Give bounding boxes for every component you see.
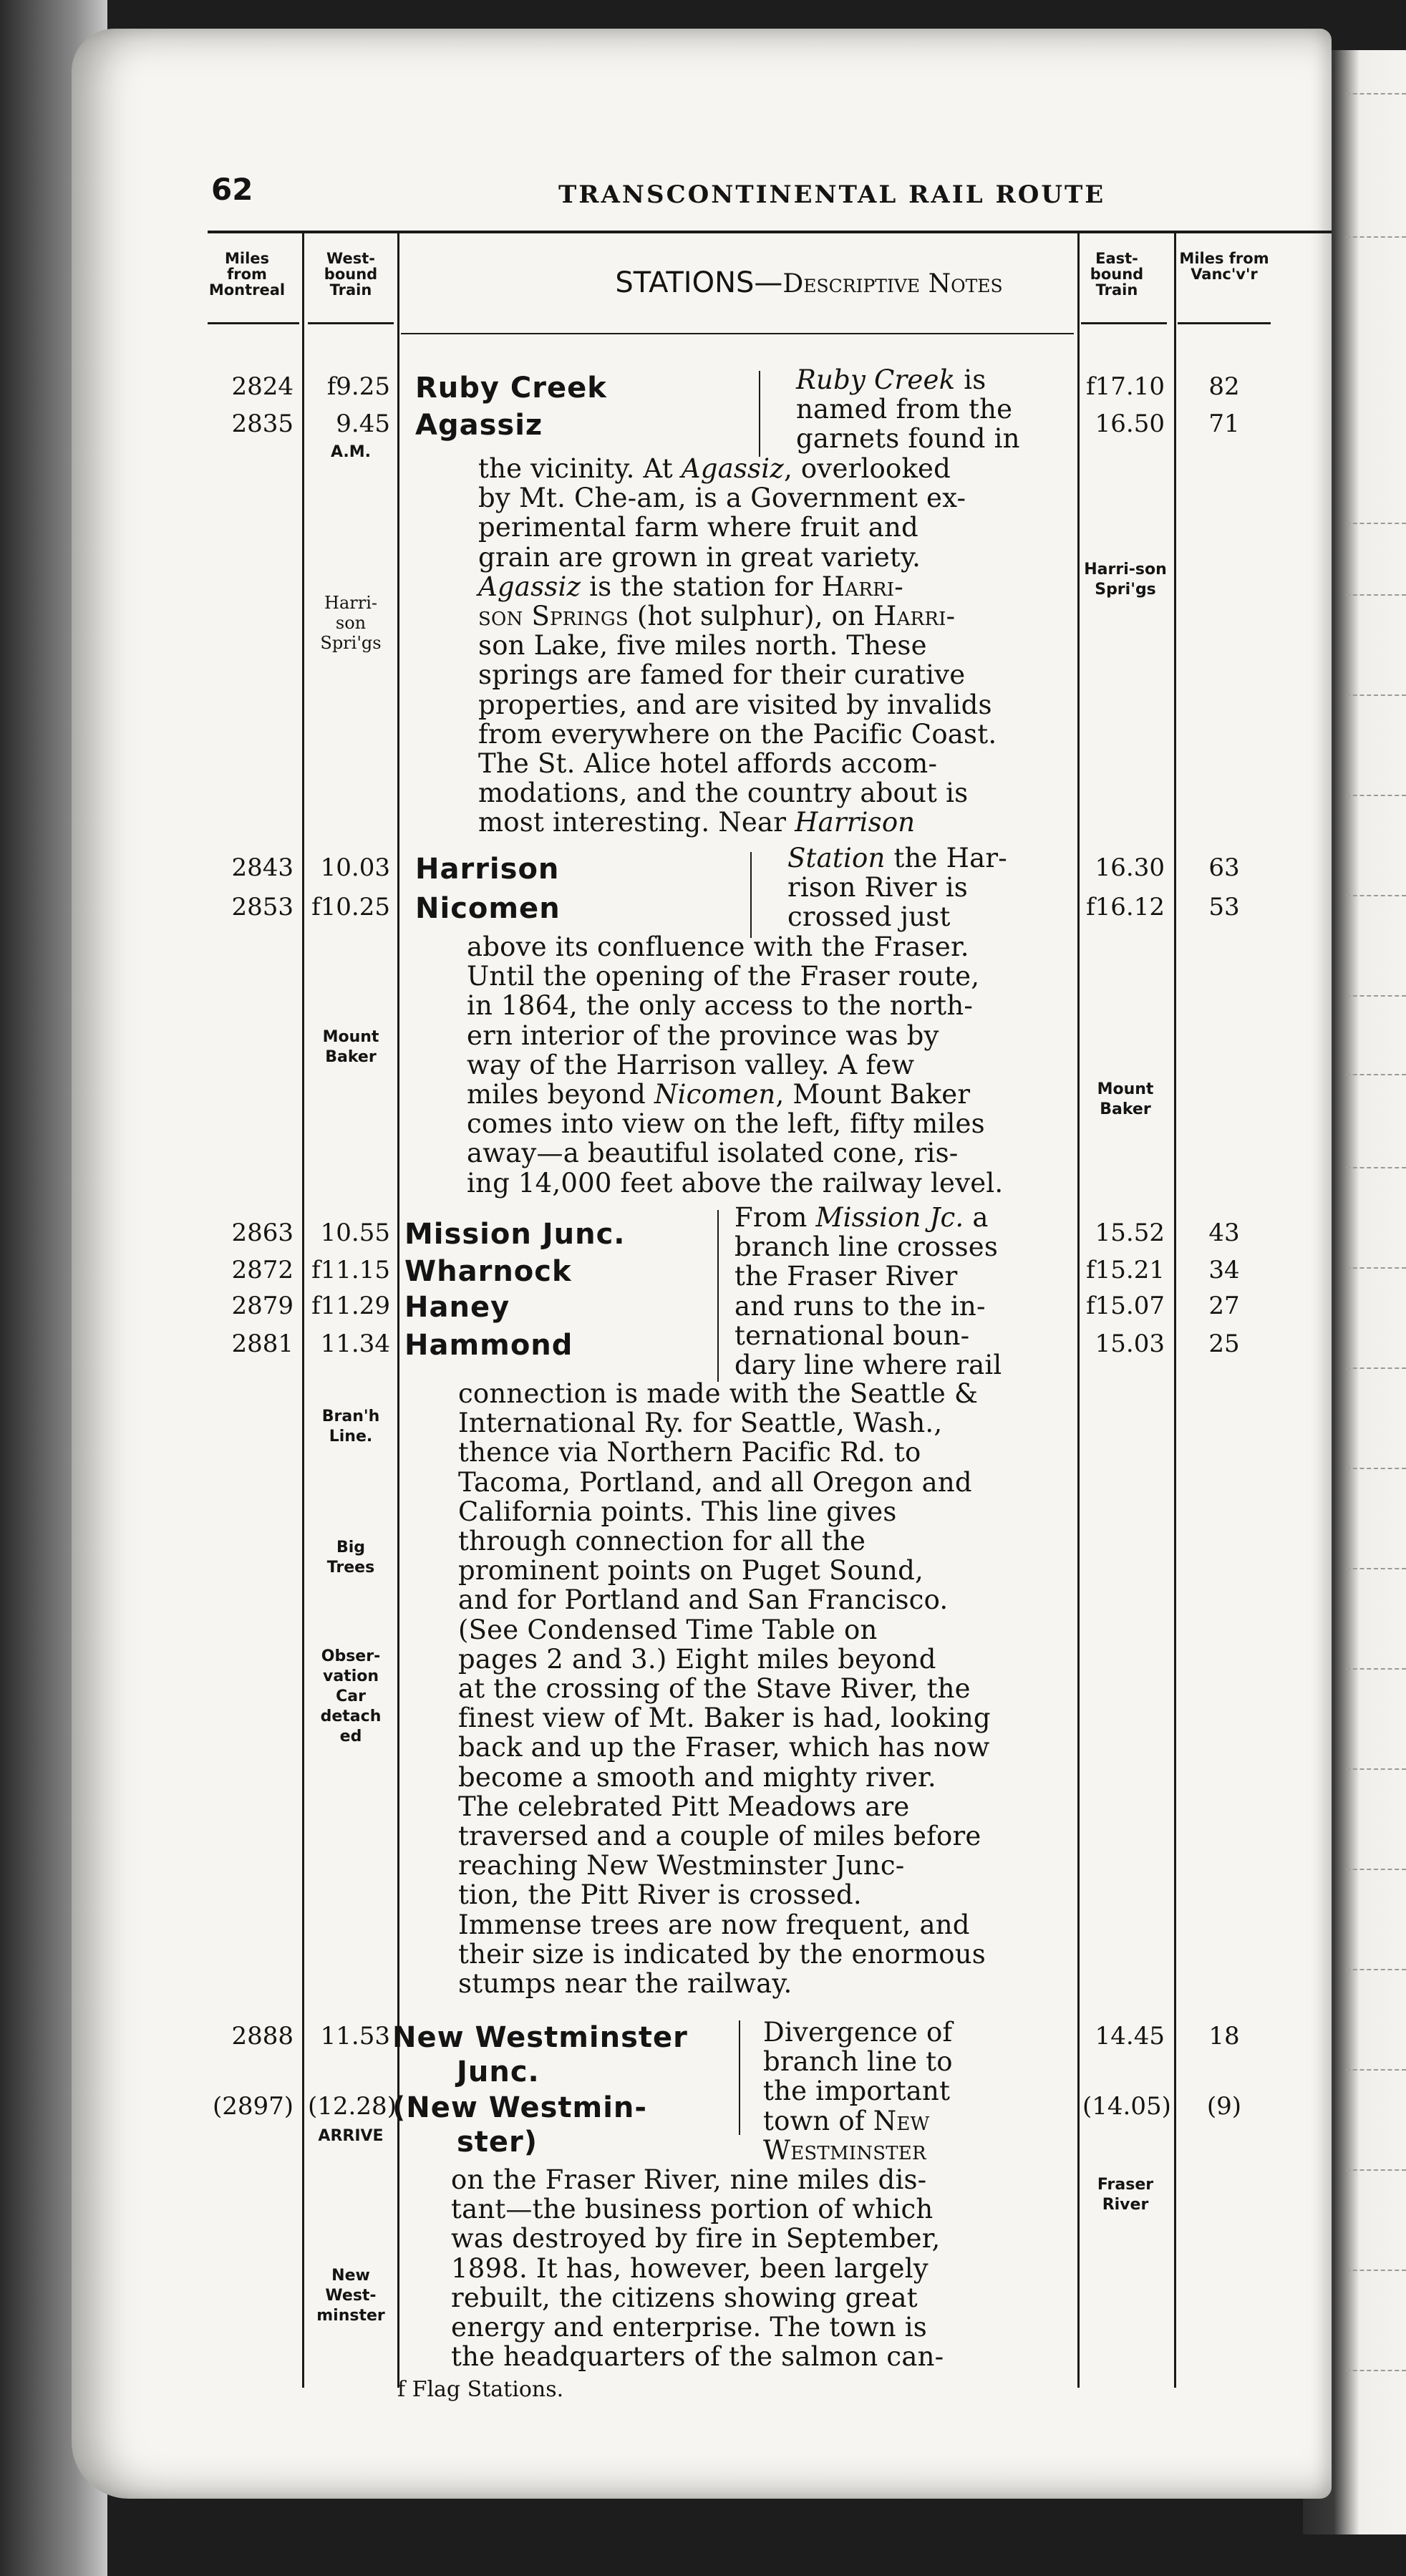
note-line: son Lake, five miles north. These: [478, 630, 927, 662]
miles-from-montreal: 2863: [231, 1219, 294, 1247]
facing-page-ghost-line: [1346, 795, 1406, 796]
westbound-time: 10.03: [320, 853, 390, 882]
eastbound-time: f16.12: [1086, 893, 1165, 921]
facing-page-ghost-line: [1346, 1074, 1406, 1075]
eastbound-time: 16.30: [1095, 853, 1165, 882]
miles-from-montreal: 2853: [231, 893, 294, 921]
note-mission-side: [734, 1203, 1065, 1380]
facing-page-ghost-line: [1346, 995, 1406, 997]
facing-page-ghost-line: [1346, 1768, 1406, 1770]
note-line: thence via Northern Pacific Rd. to: [458, 1437, 921, 1468]
westbound-time: f10.25: [311, 893, 390, 921]
eastbound-time: f17.10: [1086, 372, 1165, 401]
note-line: and runs to the in-: [734, 1290, 986, 1322]
miles-from-vancouver: 34: [1208, 1256, 1240, 1284]
miles-from-montreal: 2888: [231, 2022, 294, 2050]
footnote-flag-stations: f Flag Stations.: [397, 2377, 564, 2402]
col-divider-2: [397, 233, 399, 2388]
station-name: Haney: [404, 1291, 510, 1324]
note-line: crossed just: [787, 901, 951, 933]
stations-title: STATIONS—: [615, 266, 783, 299]
eastbound-time: 16.50: [1095, 410, 1165, 438]
miles-from-vancouver: 25: [1208, 1330, 1240, 1358]
westbound-time: f11.29: [311, 1292, 390, 1320]
facing-page-ghost-line: [1346, 2370, 1406, 2371]
note-line: branch line to: [763, 2046, 953, 2078]
header-rule-main: [401, 333, 1074, 334]
station-name-continued: Junc.: [457, 2056, 540, 2088]
facing-page-ghost-line: [1346, 1267, 1406, 1269]
facing-page-ghost-line: [1346, 1468, 1406, 1469]
note-agassiz: [478, 454, 1065, 838]
side-harrison-springs-w: Harri-son Spri'gs: [320, 593, 382, 653]
note-line: From Mission Jc. a: [734, 1202, 989, 1233]
running-head: TRANSCONTINENTAL RAIL ROUTE: [558, 180, 1106, 209]
station-name: Harrison: [415, 853, 560, 886]
note-line: garnets found in: [796, 423, 1020, 455]
side-new-westminster: New West-minster: [316, 2267, 385, 2325]
note-line: California points. This line gives: [458, 1496, 897, 1527]
note-line: Tacoma, Portland, and all Oregon and: [458, 1466, 972, 1498]
note-line: The celebrated Pitt Meadows are: [458, 1791, 910, 1822]
note-line: finest view of Mt. Baker is had, looking: [458, 1703, 991, 1734]
miles-from-vancouver: 43: [1208, 1219, 1240, 1247]
facing-page-ghost-line: [1346, 2069, 1406, 2071]
note-line: branch line crosses: [734, 1231, 999, 1263]
note-line: The St. Alice hotel affords accom-: [478, 748, 938, 780]
note-line: springs are famed for their curative: [478, 659, 966, 691]
note-line: son Springs (hot sulphur), on Harri-: [478, 601, 956, 632]
note-line: tant—the business portion of which: [451, 2194, 934, 2225]
facing-page-ghost-line: [1346, 2270, 1406, 2271]
col-divider-3: [1077, 233, 1080, 2388]
side-mount-baker-e: Mount Baker: [1097, 1080, 1154, 1118]
eastbound-time: f15.21: [1086, 1256, 1165, 1284]
note-line: energy and enterprise. The town is: [451, 2312, 927, 2343]
side-big-trees: Big Trees: [326, 1539, 375, 1577]
col-divider-1: [302, 233, 304, 2388]
stations-subtitle: Descriptive Notes: [782, 269, 1003, 299]
col-eastbound-train: East-bound Train: [1090, 250, 1144, 299]
station-name: New Westminster: [392, 2021, 688, 2054]
note-line: from everywhere on the Pacific Coast.: [478, 718, 997, 750]
side-harrison-springs-e: Harri-son Spri'gs: [1084, 561, 1167, 599]
miles-from-montreal: (2897): [212, 2092, 294, 2121]
note-line: International Ry. for Seattle, Wash.,: [458, 1408, 943, 1439]
note-line: and for Portland and San Francisco.: [458, 1584, 949, 1616]
note-line: dary line where rail: [734, 1350, 1002, 1381]
note-line: named from the: [796, 394, 1013, 425]
facing-page-ghost-line: [1346, 594, 1406, 596]
station-name: (New Westmin-: [392, 2091, 647, 2124]
note-line: Ruby Creek is: [796, 364, 986, 395]
facing-page-ghost-line: [1346, 93, 1406, 95]
miles-from-montreal: 2881: [231, 1330, 294, 1358]
note-line: modations, and the country about is: [478, 778, 969, 809]
page-number: 62: [211, 172, 253, 207]
note-line: comes into view on the left, fifty miles: [467, 1108, 985, 1140]
note-line: away—a beautiful isolated cone, ris-: [467, 1138, 959, 1169]
note-mission: [458, 1379, 1065, 1998]
note-line: the headquarters of the salmon can-: [451, 2341, 944, 2373]
note-line: the important: [763, 2076, 951, 2107]
westbound-time: 10.55: [320, 1219, 390, 1247]
note-line: Westminster: [763, 2134, 926, 2166]
note-line: Divergence of: [763, 2017, 953, 2048]
westbound-time: 11.34: [320, 1330, 390, 1358]
note-line: rebuilt, the citizens showing great: [451, 2282, 918, 2313]
note-line: on the Fraser River, nine miles dis-: [451, 2164, 927, 2195]
side-branch-line: Bran'h Line.: [321, 1408, 380, 1446]
note-harrison: [467, 932, 1065, 1198]
miles-from-montreal: 2879: [231, 1292, 294, 1320]
note-ruby-creek: [796, 365, 1065, 454]
eastbound-time: 14.45: [1095, 2022, 1165, 2050]
facing-page-ghost-line: [1346, 895, 1406, 896]
side-arrive: ARRIVE: [318, 2127, 384, 2145]
miles-from-vancouver: 18: [1208, 2022, 1240, 2050]
eastbound-time: 15.52: [1095, 1219, 1165, 1247]
facing-page-ghost-line: [1346, 1969, 1406, 1970]
note-line: back and up the Fraser, which has now: [458, 1732, 990, 1763]
miles-from-vancouver: 63: [1208, 853, 1240, 882]
miles-from-vancouver: 53: [1208, 893, 1240, 921]
note-line: ern interior of the province was by: [467, 1020, 939, 1051]
station-name: Nicomen: [415, 892, 561, 925]
side-fraser-river: Fraser River: [1097, 2176, 1154, 2214]
note-line: (See Condensed Time Table on: [458, 1614, 878, 1645]
facing-page-ghost-line: [1346, 2169, 1406, 2171]
note-line: tion, the Pitt River is crossed.: [458, 1879, 862, 1911]
station-name: Mission Junc.: [404, 1218, 626, 1251]
header-rule-2: [308, 322, 394, 324]
note-line: at the crossing of the Stave River, the: [458, 1673, 971, 1705]
miles-from-montreal: 2872: [231, 1256, 294, 1284]
note-line: ternational boun-: [734, 1320, 970, 1351]
note-line: their size is indicated by the enormous: [458, 1938, 986, 1970]
note-line: grain are grown in great variety.: [478, 541, 921, 573]
eastbound-time: 15.03: [1095, 1330, 1165, 1358]
facing-page-ghost-line: [1346, 694, 1406, 696]
station-name: Wharnock: [404, 1255, 572, 1288]
station-name-continued: ster): [457, 2126, 538, 2159]
col-miles-from-montreal: Miles from Montreal: [208, 250, 286, 299]
facing-page-ghost-line: [1346, 523, 1406, 524]
note-line: ing 14,000 feet above the railway level.: [467, 1167, 1004, 1199]
note-line: properties, and are visited by invalids: [478, 689, 992, 720]
note-line: town of New: [763, 2105, 930, 2136]
note-line: perimental farm where fruit and: [478, 512, 918, 543]
westbound-time: f11.15: [311, 1256, 390, 1284]
note-new-westminster: [451, 2165, 1065, 2371]
side-mount-baker-w: Mount Baker: [322, 1028, 379, 1066]
note-line: reaching New Westminster Junc-: [458, 1850, 905, 1882]
miles-from-vancouver: (9): [1206, 2092, 1242, 2121]
note-line: was destroyed by fire in September,: [451, 2223, 941, 2255]
miles-from-vancouver: 82: [1208, 372, 1240, 401]
eastbound-time: (14.05): [1082, 2092, 1171, 2121]
note-line: by Mt. Che-am, is a Government ex-: [478, 483, 966, 514]
westbound-time: f9.25: [326, 372, 390, 401]
note-new-westminster-side: [763, 2018, 1065, 2165]
col-stations-notes: [472, 266, 1145, 299]
col-westbound-train: West-bound Train: [324, 250, 378, 299]
col-divider-4: [1174, 233, 1176, 2388]
header-rule-5: [1178, 322, 1271, 324]
note-line: traversed and a couple of miles before: [458, 1821, 981, 1852]
miles-from-montreal: 2835: [231, 410, 294, 438]
note-line: above its confluence with the Fraser.: [467, 931, 969, 962]
station-name: Hammond: [404, 1329, 573, 1362]
note-line: in 1864, the only access to the north-: [467, 990, 974, 1022]
facing-page-ghost-line: [1346, 1367, 1406, 1369]
eastbound-time: f15.07: [1086, 1292, 1165, 1320]
station-name: Ruby Creek: [415, 372, 607, 405]
westbound-time: (12.28): [308, 2092, 397, 2121]
note-line: Until the opening of the Fraser route,: [467, 961, 980, 992]
note-line: stumps near the railway.: [458, 1968, 792, 2000]
note-line: become a smooth and mighty river.: [458, 1761, 936, 1793]
side-am: A.M.: [330, 443, 372, 461]
note-line: connection is made with the Seattle &: [458, 1378, 979, 1409]
station-name: Agassiz: [415, 409, 543, 442]
facing-page-ghost-line: [1346, 1568, 1406, 1569]
header-rule-1: [208, 322, 299, 324]
note-line: the Fraser River: [734, 1261, 958, 1292]
westbound-time: 11.53: [320, 2022, 390, 2050]
facing-page-ghost-line: [1346, 1668, 1406, 1670]
note-line: prominent points on Puget Sound,: [458, 1555, 923, 1587]
note-line: most interesting. Near Harrison: [478, 807, 916, 838]
miles-from-montreal: 2824: [231, 372, 294, 401]
note-line: miles beyond Nicomen, Mount Baker: [467, 1079, 971, 1110]
facing-page-ghost-line: [1346, 1869, 1406, 1870]
note-line: pages 2 and 3.) Eight miles beyond: [458, 1643, 936, 1675]
westbound-time: 9.45: [336, 410, 390, 438]
note-line: through connection for all the: [458, 1526, 866, 1557]
miles-from-vancouver: 27: [1208, 1292, 1240, 1320]
col-miles-from-vancouver: Miles from Vanc'v'r: [1179, 250, 1269, 283]
header-rule-4: [1081, 322, 1167, 324]
miles-from-vancouver: 71: [1208, 410, 1240, 438]
note-line: Station the Har-: [787, 843, 1007, 873]
header-top-rule: [208, 231, 1332, 233]
book-page: [72, 29, 1332, 2499]
miles-from-montreal: 2843: [231, 853, 294, 882]
note-line: Agassiz is the station for Harri-: [478, 571, 903, 602]
note-line: Immense trees are now frequent, and: [458, 1909, 970, 1940]
note-line: 1898. It has, however, been largely: [451, 2252, 929, 2284]
side-observation-car: Obser-vation Car detach ed: [320, 1647, 382, 1745]
facing-page-ghost-line: [1346, 236, 1406, 238]
note-harrison-side: [787, 843, 1065, 932]
note-line: way of the Harrison valley. A few: [467, 1049, 915, 1080]
note-line: rison River is: [787, 872, 968, 904]
facing-page-ghost-line: [1346, 1167, 1406, 1168]
note-line: the vicinity. At Agassiz, overlooked: [478, 453, 951, 484]
